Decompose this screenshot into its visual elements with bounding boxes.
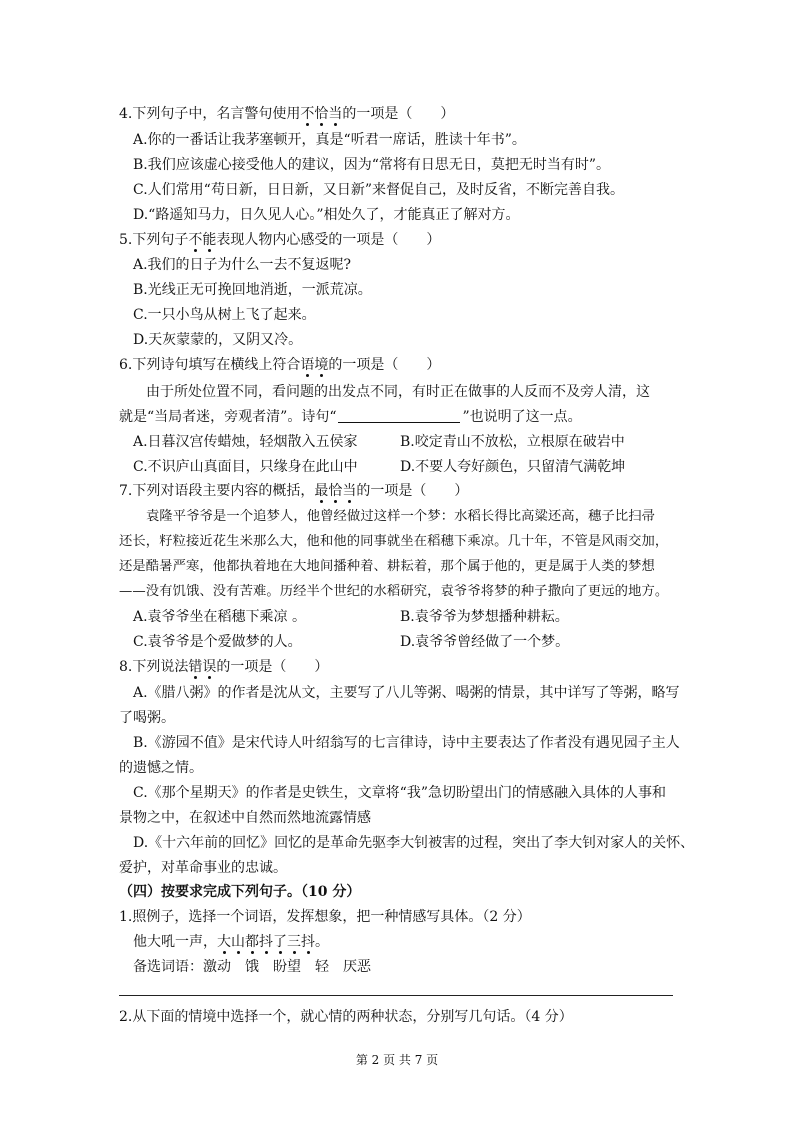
answer-blank[interactable] <box>338 408 460 423</box>
emphasis-char: 境 <box>314 357 329 373</box>
q5-stem: 5.下列句子不能表现人物内心感受的一项是（ ） <box>119 232 441 248</box>
emphasis-char: 最 <box>314 483 329 499</box>
q8-option-c-line-2: 景物之中，在叙述中自然而然地流露情感 <box>119 810 371 826</box>
q5-option-b: B.光线正无可挽回地消逝，一派荒凉。 <box>133 282 372 298</box>
q8-stem: 8.下列说法错误的一项是（ ） <box>119 659 329 675</box>
emphasis-char: 了 <box>273 934 287 950</box>
emphasis-char: 误 <box>202 659 217 675</box>
emphasis-char: 都 <box>245 934 259 950</box>
emphasis-char: 抖 <box>301 934 315 950</box>
q6-stem: 6.下列诗句填写在横线上符合语境的一项是（ ） <box>119 357 441 373</box>
emphasis-char: 大 <box>217 934 231 950</box>
emphasis-char: 不 <box>188 232 203 248</box>
q6-emphasis <box>300 357 328 373</box>
emphasis-char: 抖 <box>259 934 273 950</box>
emphasis-char: 当 <box>328 106 343 122</box>
example-emphasis <box>217 934 315 950</box>
emphasis-char: 山 <box>231 934 245 950</box>
q7-option-b: B.袁爷爷为梦想播种耕耘。 <box>400 609 569 625</box>
q7-passage-line-3: 还是酷暑严寒，他都执着地在大地间播种着、耕耘着，那个属于他的，更是属于人类的梦想 <box>119 559 655 574</box>
emphasis-char: 语 <box>300 357 315 373</box>
emphasis-char: 恰 <box>314 106 329 122</box>
q8-option-a-line-1: A.《腊八粥》的作者是沈从文，主要写了八儿等粥、喝粥的情景，其中详写了等粥，略写 <box>133 685 680 701</box>
q5-option-a: A.我们的日子为什么一去不复返呢? <box>133 257 352 273</box>
q6-option-b: B.咬定青山不放松，立根原在破岩中 <box>400 434 625 450</box>
q7-passage-line-2: 还长，籽粒接近花生米那么大，他和他的同事就坐在稻穗下乘凉。几十年，不管是风雨交加， <box>119 534 669 549</box>
q7-stem: 7.下列对语段主要内容的概括，最恰当的一项是（ ） <box>119 483 469 499</box>
example-sentence: 他大吼一声，大山都抖了三抖。 <box>133 934 329 950</box>
q8-emphasis <box>188 659 216 675</box>
emphasis-char: 当 <box>342 483 357 499</box>
emphasis-char: 能 <box>202 232 217 248</box>
q8-option-d-line-2: 爱护，对革命事业的忠诚。 <box>119 860 287 876</box>
q4-option-b: B.我们应该虚心接受他人的建议，因为“常将有日思无日，莫把无时当有时”。 <box>133 157 611 173</box>
q8-option-b-line-1: B.《游园不值》是宋代诗人叶绍翁写的七言律诗，诗中主要表达了作者没有遇见园子主人 <box>133 735 680 751</box>
q8-option-d-line-1: D.《十六年前的回忆》回忆的是革命先驱李大钊被害的过程，突出了李大钊对家人的关怀、 <box>133 835 695 851</box>
emphasis-char: 三 <box>287 934 301 950</box>
q8-option-a-line-2: 了喝粥。 <box>119 710 175 726</box>
q4-option-d: D.“路遥知马力，日久见人心。”相处久了，才能真正了解对方。 <box>133 207 520 223</box>
q4-emphasis <box>300 106 342 122</box>
q6-option-a: A.日暮汉宫传蜡烛，轻烟散入五侯家 <box>133 434 358 450</box>
q6-paragraph-line-1: 由于所处位置不同，看问题的出发点不同，有时正在做事的人反而不及旁人清，这 <box>146 384 650 400</box>
section-4-item-2: 2.从下面的情境中选择一个，就心情的两种状态，分别写几句话。（4 分） <box>119 1009 573 1025</box>
emphasis-char: 恰 <box>328 483 343 499</box>
q8-option-c-line-1: C.《那个星期天》的作者是史铁生，文章将“我”急切盼望出门的情感融入具体的人事和 <box>133 785 666 801</box>
emphasis-char: 不 <box>300 106 315 122</box>
candidate-words: 备选词语：激动 饿 盼望 轻 厌恶 <box>133 959 371 975</box>
q7-passage-line-4: ——没有饥饿、没有苦难。历经半个世纪的水稻研究，袁爷爷将梦的种子撒向了更远的地方。 <box>119 584 669 599</box>
page-footer: 第 2 页 共 7 页 <box>355 1053 439 1067</box>
q6-option-d: D.不要人夸好颜色，只留清气满乾坤 <box>400 459 626 475</box>
answer-line[interactable] <box>119 995 673 996</box>
q4-option-a: A.你的一番话让我茅塞顿开，真是“听君一席话，胜读十年书”。 <box>133 132 526 148</box>
q7-emphasis <box>314 483 356 499</box>
q5-option-c: C.一只小鸟从树上飞了起来。 <box>133 307 316 323</box>
q7-option-d: D.袁爷爷曾经做了一个梦。 <box>400 634 570 650</box>
q7-passage-line-1: 袁隆平爷爷是一个追梦人，他曾经做过这样一个梦：水稻长得比高粱还高，穗子比扫帚 <box>146 509 656 524</box>
q4-option-c: C.人们常用“苟日新，日日新，又日新”来督促自己，及时反省，不断完善自我。 <box>133 182 624 198</box>
q4-stem: 4.下列句子中，名言警句使用不恰当的一项是（ ） <box>119 106 455 122</box>
emphasis-char: 错 <box>188 659 203 675</box>
q8-option-b-line-2: 的遗憾之情。 <box>119 760 203 776</box>
section-4-item-1: 1.照例子，选择一个词语，发挥想象，把一种情感写具体。（2 分） <box>119 909 531 925</box>
q7-option-a: A.袁爷爷坐在稻穗下乘凉 。 <box>133 609 307 625</box>
q7-option-c: C.袁爷爷是个爱做梦的人。 <box>133 634 302 650</box>
q5-option-d: D.天灰蒙蒙的，又阴又冷。 <box>133 332 303 348</box>
q5-emphasis <box>188 232 216 248</box>
section-4-title: （四）按要求完成下列句子。（10 分） <box>119 884 361 900</box>
q6-option-c: C.不识庐山真面目，只缘身在此山中 <box>133 459 358 475</box>
q6-paragraph-line-2: 就是“当局者迷，旁观者清”。诗句“ ”也说明了这一点。 <box>119 409 582 425</box>
